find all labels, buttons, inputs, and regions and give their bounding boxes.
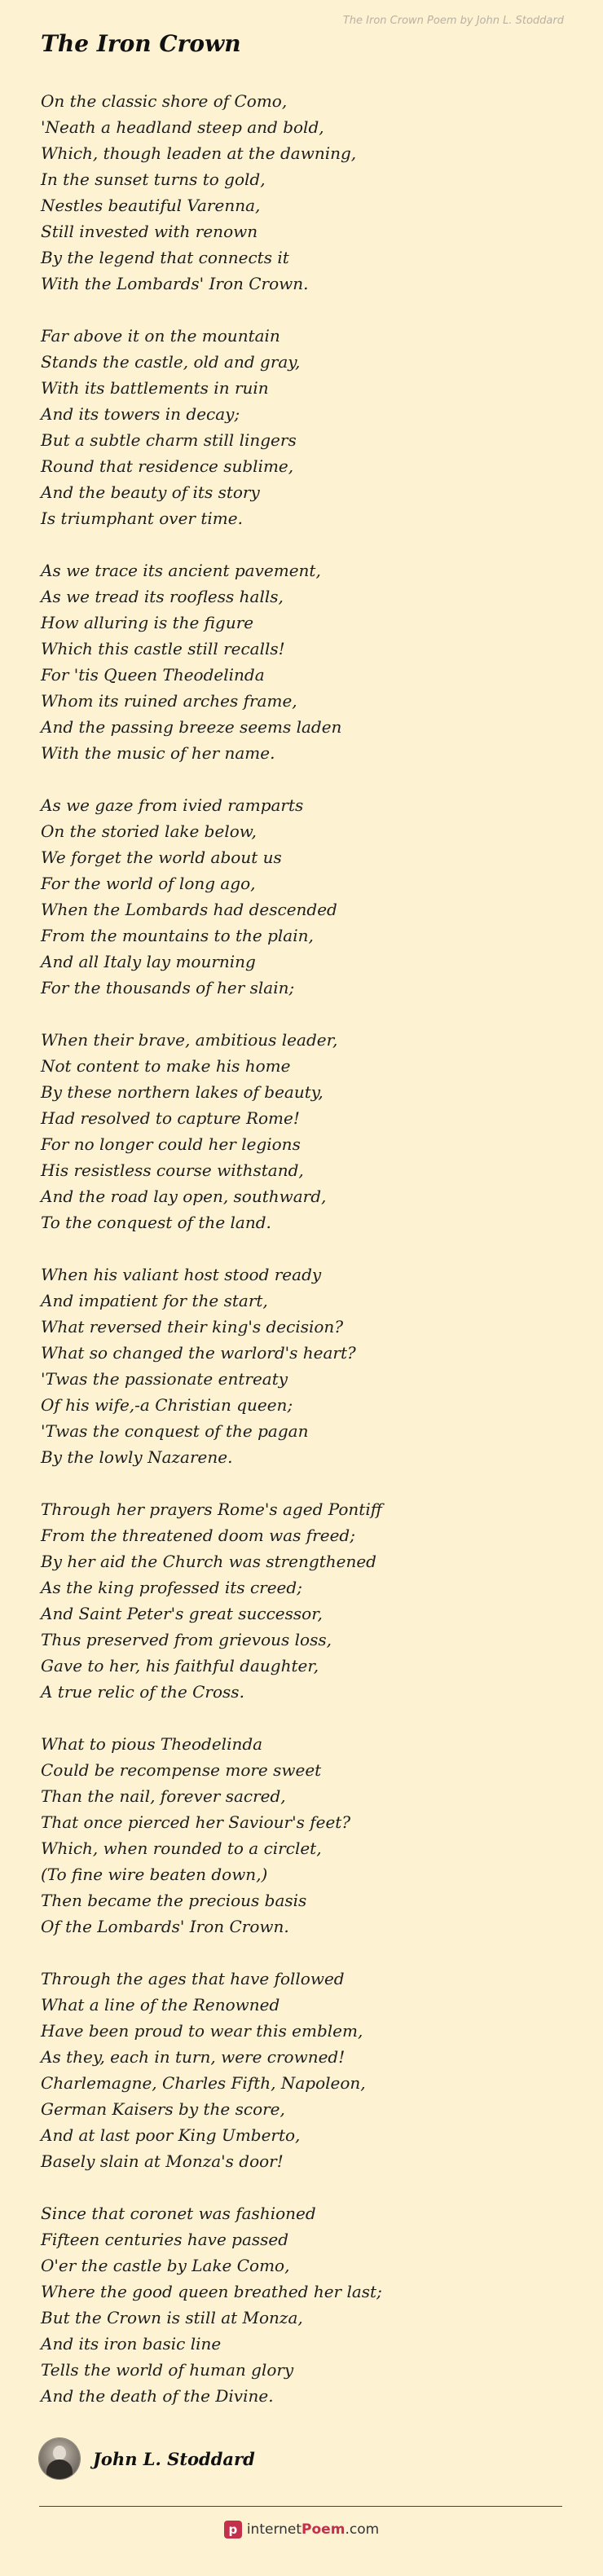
stanza: [41, 1966, 562, 2174]
poem-line: Far above it on the mountain: [41, 326, 280, 346]
poem-line: 'Twas the conquest of the pagan: [41, 1421, 309, 1441]
poem-line: In the sunset turns to gold,: [41, 170, 266, 189]
poem-line: On the storied lake below,: [41, 821, 257, 841]
poem-line: Could be recompense more sweet: [41, 1760, 322, 1780]
poem-line: To the conquest of the land.: [41, 1213, 271, 1232]
poem-line: By her aid the Church was strengthened: [41, 1552, 376, 1571]
poem-line: Which, though leaden at the dawning,: [41, 143, 357, 163]
poem-line: What so changed the warlord's heart?: [41, 1343, 356, 1363]
poem-line: Since that coronet was fashioned: [41, 2204, 316, 2223]
poem-line: What to pious Theodelinda: [41, 1734, 263, 1754]
stanza: [41, 1731, 562, 1940]
watermark: The Iron Crown Poem by John L. Stoddard: [342, 15, 564, 27]
poem-title: The Iron Crown: [41, 30, 241, 57]
poem-line: From the threatened doom was freed;: [41, 1526, 355, 1545]
stanza: [41, 1496, 562, 1705]
stanza: [41, 2200, 562, 2409]
site-logo-icon: p: [224, 2521, 242, 2539]
poem-line: We forget the world about us: [41, 848, 282, 867]
poem-line: Than the nail, forever sacred,: [41, 1786, 286, 1806]
poem-line: As we gaze from ivied ramparts: [41, 795, 304, 815]
stanza: [41, 323, 562, 531]
poem-line: Charlemagne, Charles Fifth, Napoleon,: [41, 2073, 366, 2093]
poem-line: But a subtle charm still lingers: [41, 430, 297, 450]
poem-line: Round that residence sublime,: [41, 456, 294, 476]
poem-line: As the king professed its creed;: [41, 1578, 302, 1597]
poem-line: Is triumphant over time.: [41, 509, 243, 528]
poem-line: What a line of the Renowned: [41, 1995, 280, 2015]
poem-line: And its iron basic line: [41, 2334, 222, 2354]
poem-line: As we trace its ancient pavement,: [41, 561, 321, 580]
poem-line: For the thousands of her slain;: [41, 978, 295, 997]
avatar-head-shape: [53, 2446, 66, 2460]
author-name[interactable]: John L. Stoddard: [93, 2448, 255, 2469]
poem-line: O'er the castle by Lake Como,: [41, 2256, 290, 2275]
poem-line: And at last poor King Umberto,: [41, 2125, 301, 2145]
poem-line: Nestles beautiful Varenna,: [41, 196, 261, 215]
poem-line: 'Neath a headland steep and bold,: [41, 117, 324, 137]
poem-line: For 'tis Queen Theodelinda: [41, 665, 265, 685]
poem-line: Thus preserved from grievous loss,: [41, 1630, 332, 1649]
poem-line: Have been proud to wear this emblem,: [41, 2021, 363, 2041]
poem-line: Through her prayers Rome's aged Pontiff: [41, 1499, 382, 1519]
poem-line: As they, each in turn, were crowned!: [41, 2047, 346, 2067]
stanza: [41, 1262, 562, 1470]
poem-line: Of his wife,-a Christian queen;: [41, 1395, 293, 1415]
avatar-body-shape: [46, 2459, 73, 2479]
poem-line: From the mountains to the plain,: [41, 926, 314, 945]
poem-line: Had resolved to capture Rome!: [41, 1108, 300, 1128]
poem-line: His resistless course withstand,: [41, 1160, 304, 1180]
poem-line: And the road lay open, southward,: [41, 1187, 327, 1206]
stanza: [41, 557, 562, 766]
poem-line: As we tread its roofless halls,: [41, 587, 284, 606]
poem-line: Tells the world of human glory: [41, 2360, 294, 2380]
poem-line: Not content to make his home: [41, 1056, 291, 1076]
poem-line: By the lowly Nazarene.: [41, 1447, 233, 1467]
poem-line: Then became the precious basis: [41, 1891, 307, 1910]
poem-line: Whom its ruined arches frame,: [41, 691, 297, 711]
poem-line: 'Twas the passionate entreaty: [41, 1369, 288, 1389]
poem-line: By the legend that connects it: [41, 248, 289, 267]
site-logo[interactable]: [0, 2521, 603, 2539]
poem-line: (To fine wire beaten down,): [41, 1865, 268, 1884]
poem-line: A true relic of the Cross.: [41, 1682, 244, 1702]
poem-line: How alluring is the figure: [41, 613, 254, 632]
poem-line: Which, when rounded to a circlet,: [41, 1838, 322, 1858]
poem-line: And all Italy lay mourning: [41, 952, 256, 971]
poem-line: When the Lombards had descended: [41, 900, 337, 919]
poem-line: For the world of long ago,: [41, 874, 256, 893]
poem-line: Stands the castle, old and gray,: [41, 352, 301, 372]
poem-line: That once pierced her Saviour's feet?: [41, 1812, 351, 1832]
poem-line: With the Lombards' Iron Crown.: [41, 274, 309, 293]
poem-line: And impatient for the start,: [41, 1291, 268, 1310]
poem-line: And the death of the Divine.: [41, 2386, 274, 2406]
poem-line: By these northern lakes of beauty,: [41, 1082, 324, 1102]
site-logo-suffix: .com: [345, 2521, 380, 2538]
poem-line: Gave to her, his faithful daughter,: [41, 1656, 319, 1676]
poem-line: Which this castle still recalls!: [41, 639, 285, 658]
site-logo-prefix: internet: [246, 2521, 302, 2538]
poem-line: Still invested with renown: [41, 222, 258, 241]
author-avatar[interactable]: [39, 2438, 80, 2479]
poem-line: And the passing breeze seems laden: [41, 717, 342, 737]
poem-line: German Kaisers by the score,: [41, 2099, 285, 2119]
site-logo-text: [247, 2521, 379, 2538]
footer-divider: [39, 2506, 562, 2507]
poem-line: For no longer could her legions: [41, 1134, 301, 1154]
poem-line: Basely slain at Monza's door!: [41, 2151, 284, 2171]
poem-line: On the classic shore of Como,: [41, 91, 288, 111]
poem-line: When their brave, ambitious leader,: [41, 1030, 338, 1050]
poem-line: What reversed their king's decision?: [41, 1317, 344, 1336]
poem-body: [41, 88, 562, 2435]
poem-line: With the music of her name.: [41, 743, 275, 763]
poem-line: And its towers in decay;: [41, 404, 240, 424]
stanza: [41, 88, 562, 297]
poem-line: And the beauty of its story: [41, 482, 260, 502]
poem-line: Where the good queen breathed her last;: [41, 2282, 382, 2301]
poem-line: When his valiant host stood ready: [41, 1265, 322, 1284]
site-logo-accent: Poem: [302, 2521, 346, 2538]
poem-line: With its battlements in ruin: [41, 378, 269, 398]
poem-line: Through the ages that have followed: [41, 1969, 345, 1988]
stanza: [41, 1027, 562, 1235]
poem-line: Fifteen centuries have passed: [41, 2230, 289, 2249]
poem-line: And Saint Peter's great successor,: [41, 1604, 323, 1623]
stanza: [41, 792, 562, 1001]
poem-line: Of the Lombards' Iron Crown.: [41, 1917, 289, 1936]
author-block[interactable]: [39, 2437, 255, 2480]
poem-line: But the Crown is still at Monza,: [41, 2308, 303, 2327]
